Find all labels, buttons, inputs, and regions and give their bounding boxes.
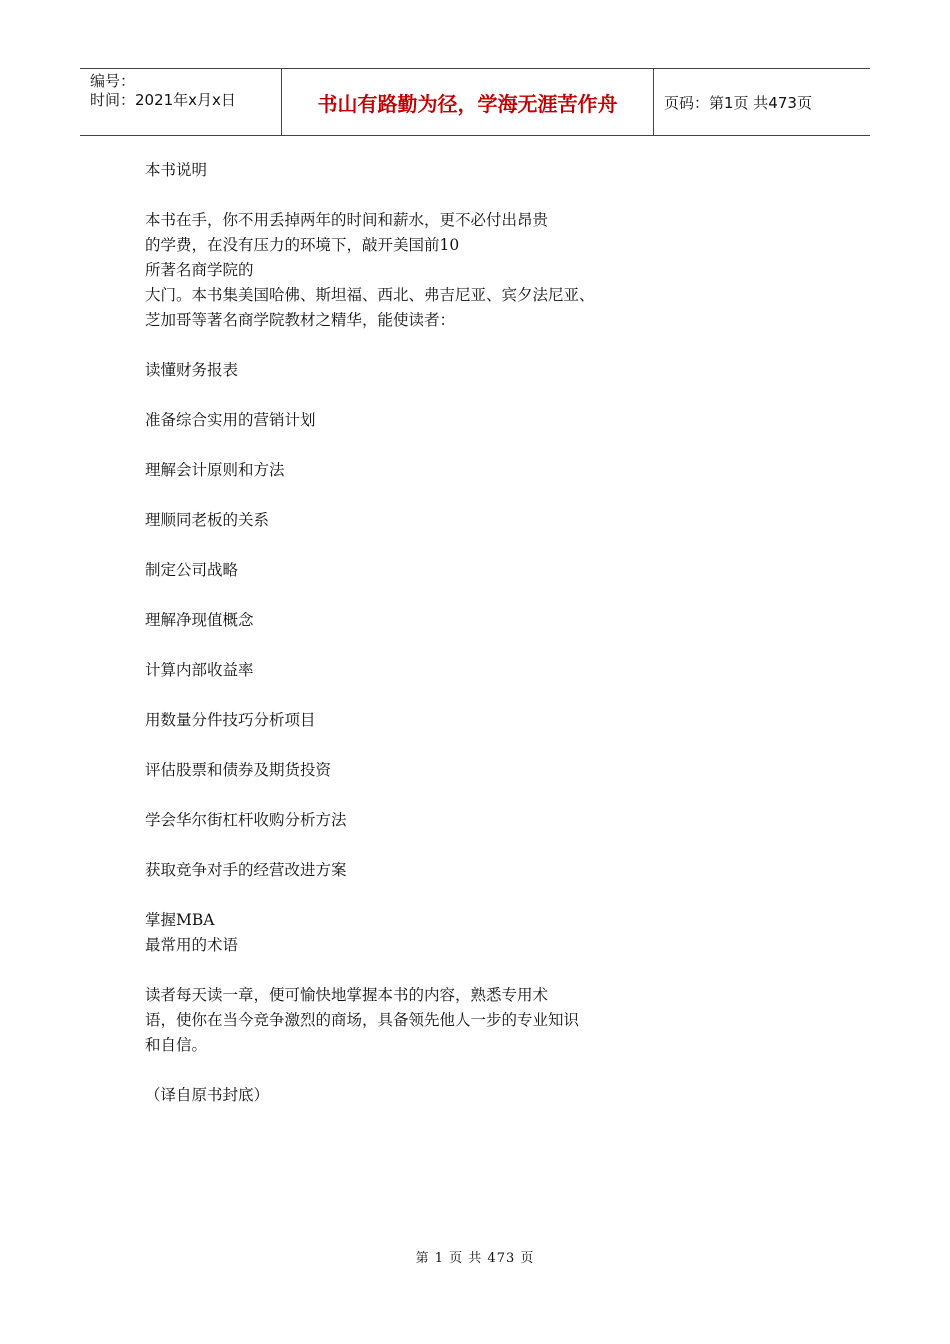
mba-line: 最常用的术语 — [145, 936, 239, 954]
list-item: 获取竞争对手的经营改进方案 — [145, 861, 347, 879]
intro-line: 的学费，在没有压力的环境下，敲开美国前10 — [145, 236, 460, 254]
page-footer — [0, 1247, 950, 1266]
list-item: 理解会计原则和方法 — [145, 461, 285, 479]
list-item: 计算内部收益率 — [145, 661, 254, 679]
list-item: 理顺同老板的关系 — [145, 511, 270, 529]
header-meta — [80, 69, 282, 135]
list-item: 用数量分件技巧分析项目 — [145, 711, 316, 729]
closing-line: 和自信。 — [145, 1036, 208, 1054]
footer-page-number: 第 1 页 共 473 页 — [415, 1251, 535, 1266]
section-title: 本书说明 — [145, 161, 208, 179]
intro-line: 芝加哥等著名商学院教材之精华，能使读者： — [145, 311, 456, 329]
list-item: 理解净现值概念 — [145, 611, 254, 629]
list-item: 读懂财务报表 — [145, 361, 239, 379]
closing-line: 语，使你在当今竞争激烈的商场，具备领先他人一步的专业知识 — [145, 1011, 580, 1029]
list-item: 制定公司战略 — [145, 561, 239, 579]
header-motto: 书山有路勤为径，学海无涯苦作舟 — [282, 69, 654, 135]
header-page-info: 页码：第1页 共473页 — [664, 93, 812, 112]
time-label: 时间：2021年x月x日 — [90, 91, 236, 109]
document-body — [145, 158, 665, 1108]
list-item: 学会华尔街杠杆收购分析方法 — [145, 811, 347, 829]
intro-line: 本书在手，你不用丢掉两年的时间和薪水，更不必付出昂贵 — [145, 211, 549, 229]
closing-line: 读者每天读一章，便可愉快地掌握本书的内容，熟悉专用术 — [145, 986, 549, 1004]
list-item: 准备综合实用的营销计划 — [145, 411, 316, 429]
number-label: 编号： — [90, 72, 136, 90]
intro-line: 大门。本书集美国哈佛、斯坦福、西北、弗吉尼亚、宾夕法尼亚、 — [145, 286, 595, 304]
document-header — [80, 68, 870, 136]
mba-line: 掌握MBA — [145, 911, 215, 929]
list-item: 评估股票和债券及期货投资 — [145, 761, 332, 779]
source-note: （译自原书封底） — [145, 1086, 270, 1104]
intro-line: 所著名商学院的 — [145, 261, 254, 279]
